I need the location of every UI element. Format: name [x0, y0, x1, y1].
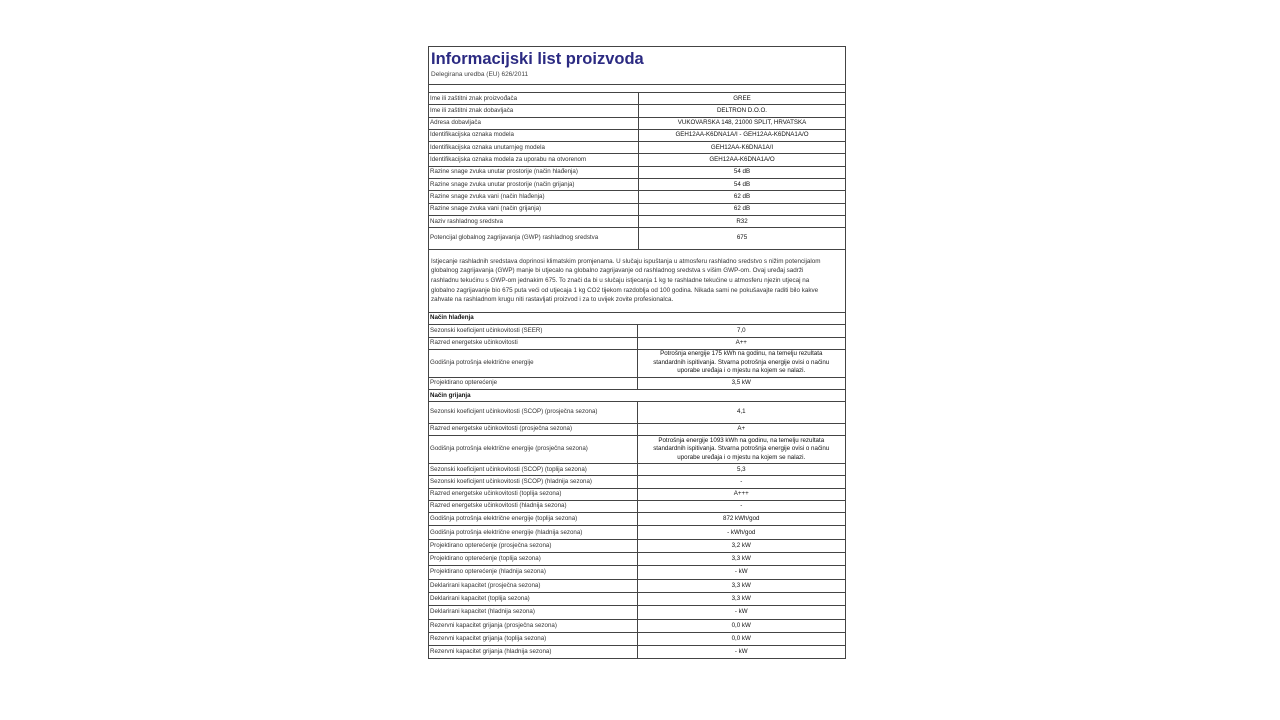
row-value: A+++	[637, 488, 845, 500]
table-row	[429, 646, 845, 659]
row-value: 872 kWh/god	[637, 513, 845, 526]
row-value: VUKOVARSKA 148, 21000 SPLIT, HRVATSKA	[639, 117, 846, 129]
row-value: 3,3 kW	[637, 592, 845, 605]
row-value: 62 dB	[639, 203, 846, 215]
row-value: - kW	[637, 606, 845, 619]
row-label: Godišnja potrošnja električne energije (prosječna sezona)	[429, 436, 637, 464]
regulation-reference: Delegirana uredba (EU) 626/2011	[431, 71, 529, 78]
row-value: - kW	[637, 566, 845, 579]
table-row	[429, 539, 845, 552]
row-label: Razred energetske učinkovitosti (hladnija sezona)	[429, 500, 637, 512]
table-row	[429, 463, 845, 475]
table-row	[429, 526, 845, 539]
row-label: Sezonski koeficijent učinkovitosti (SCOP) (hladnija sezona)	[429, 476, 637, 488]
row-label: Ime ili zaštitni znak proizvođača	[429, 93, 639, 105]
heating-table	[429, 390, 845, 659]
row-value: 4,1	[637, 402, 845, 424]
table-row	[429, 402, 845, 424]
row-label: Razred energetske učinkovitosti (prosječna sezona)	[429, 423, 637, 435]
row-value: 0,0 kW	[637, 619, 845, 632]
row-value: 54 dB	[639, 166, 846, 178]
row-label: Razred energetske učinkovitosti (toplija sezona)	[429, 488, 637, 500]
row-value: DELTRON D.O.O.	[639, 105, 846, 117]
row-label: Rezervni kapacitet grijanja (toplija sezona)	[429, 632, 637, 645]
row-label: Razine snage zvuka unutar prostorije (način hlađenja)	[429, 166, 639, 178]
table-row	[429, 436, 845, 464]
table-row	[429, 129, 845, 141]
table-row	[429, 215, 845, 227]
row-label: Identifikacijska oznaka unutarnjeg modela	[429, 142, 639, 154]
row-label: Deklarirani kapacitet (hladnija sezona)	[429, 606, 637, 619]
row-label: Adresa dobavljača	[429, 117, 639, 129]
table-row	[429, 191, 845, 203]
row-label: Projektirano opterećenje	[429, 377, 637, 389]
row-label: Projektirano opterećenje (prosječna sezona)	[429, 539, 637, 552]
row-value: - kW	[734, 648, 748, 656]
row-label: Rezervni kapacitet grijanja (hladnija sezona)	[429, 646, 637, 659]
row-value: 62 dB	[639, 191, 846, 203]
table-row	[429, 325, 845, 337]
section-heading-cooling	[429, 313, 845, 325]
row-value: 3,3 kW	[637, 553, 845, 566]
row-value: -	[637, 476, 845, 488]
row-label: Sezonski koeficijent učinkovitosti (SCOP) (prosječna sezona)	[429, 402, 637, 424]
row-value: 5,3	[637, 463, 845, 475]
table-row	[429, 592, 845, 605]
table-row	[429, 93, 845, 105]
table-row	[429, 632, 845, 645]
general-info-table	[429, 93, 845, 250]
table-row	[429, 154, 845, 166]
table-row	[429, 203, 845, 215]
notice-line: Istjecanje rashladnih sredstava doprinosi klimatskim promjenama. U slučaju ispuštanja u atmosferu rashladno sredstvo s nižim potencijalom	[431, 257, 821, 265]
row-label: Godišnja potrošnja električne energije	[429, 349, 637, 377]
row-value: GREE	[639, 93, 846, 105]
table-row	[429, 619, 845, 632]
row-value: 3,5 kW	[637, 377, 845, 389]
table-row	[429, 606, 845, 619]
row-label: Razred energetske učinkovitosti	[429, 337, 637, 349]
row-value: 3,3 kW	[637, 579, 845, 592]
row-value: A+	[637, 423, 845, 435]
table-row	[429, 228, 845, 250]
row-value: GEH12AA-K6DNA1A/I	[639, 142, 846, 154]
table-row	[429, 488, 845, 500]
table-row	[429, 476, 845, 488]
row-label: Razine snage zvuka vani (način grijanja)	[429, 203, 639, 215]
table-row	[429, 349, 845, 377]
row-label: Identifikacijska oznaka modela za uporabu na otvorenom	[429, 154, 639, 166]
notice-line: globalnog zagrijavanja (GWP) manje bi utjecalo na globalno zagrijavanje od rashladnog sredstva s višim GWP-om. Ovaj uređaj sadrži	[431, 267, 804, 275]
table-row	[429, 166, 845, 178]
product-information-sheet	[428, 46, 846, 659]
row-label: Rezervni kapacitet grijanja (prosječna sezona)	[429, 619, 637, 632]
table-row	[429, 179, 845, 191]
table-row	[429, 117, 845, 129]
row-label: Projektirano opterećenje (toplija sezona)	[429, 553, 637, 566]
row-label: Deklarirani kapacitet (toplija sezona)	[429, 592, 637, 605]
section-title: Način hlađenja	[429, 313, 845, 325]
table-row	[429, 142, 845, 154]
row-label: Projektirano opterećenje (hladnija sezona)	[429, 566, 637, 579]
row-value: A++	[637, 337, 845, 349]
header-spacer	[429, 85, 845, 93]
section-title: Način grijanja	[429, 390, 845, 402]
row-value: GEH12AA-K6DNA1A/I - GEH12AA-K6DNA1A/O	[639, 129, 846, 141]
cooling-table	[429, 313, 845, 390]
row-label: Identifikacijska oznaka modela	[429, 129, 639, 141]
row-value: - kWh/god	[637, 526, 845, 539]
sheet-header	[429, 47, 845, 85]
row-value: GEH12AA-K6DNA1A/O	[639, 154, 846, 166]
page-title: Informacijski list proizvoda	[431, 50, 644, 68]
row-label: Godišnja potrošnja električne energije (toplija sezona)	[429, 513, 637, 526]
row-label: Potencijal globalnog zagrijavanja (GWP) rashladnog sredstva	[429, 228, 639, 250]
row-value: -	[637, 500, 845, 512]
table-row	[429, 500, 845, 512]
row-value: 0,0 kW	[637, 632, 845, 645]
table-row	[429, 377, 845, 389]
table-row	[429, 566, 845, 579]
section-heading-heating	[429, 390, 845, 402]
row-value: 675	[639, 228, 846, 250]
row-label: Razine snage zvuka vani (način hlađenja)	[429, 191, 639, 203]
refrigerant-notice	[429, 250, 845, 313]
table-row	[429, 553, 845, 566]
notice-line: zahvate na rashladnom krugu niti rastavljati proizvod i za to uvijek zovite profesionalca.	[431, 296, 674, 304]
row-label: Ime ili zaštitni znak dobavljača	[429, 105, 639, 117]
table-row	[429, 105, 845, 117]
notice-line: rashladnu tekućinu s GWP-om jednakim 675. To znači da bi u slučaju istjecanja 1 kg te rashladne tekućine u atmosferu njezin utjecaj na	[431, 277, 810, 285]
notice-line: globalno zagrijavanje bio 675 puta veći od utjecaja 1 kg CO2 tijekom razdoblja od 100 godina. Nikada sami ne pokušavajte raditi bilo kakve	[431, 286, 819, 294]
row-value: R32	[639, 215, 846, 227]
row-value: 3,2 kW	[637, 539, 845, 552]
table-row	[429, 423, 845, 435]
row-label: Godišnja potrošnja električne energije (hladnija sezona)	[429, 526, 637, 539]
row-label: Sezonski koeficijent učinkovitosti (SEER)	[429, 325, 637, 337]
row-value: 7,0	[637, 325, 845, 337]
row-value: Potrošnja energije 1093 kWh na godinu, na temelju rezultata standardnih ispitivanja. Stvarna potrošnja energije ovisi o načinu uporabe uređaja i o mjestu na kojem se nalazi.	[637, 436, 845, 464]
table-row	[429, 513, 845, 526]
row-value: Potrošnja energije 175 kWh na godinu, na temelju rezultata standardnih ispitivanja. Stvarna potrošnja energije ovisi o načinu uporabe uređaja i o mjestu na kojem se nalazi.	[637, 349, 845, 377]
row-label: Razine snage zvuka unutar prostorije (način grijanja)	[429, 179, 639, 191]
row-label: Deklarirani kapacitet (prosječna sezona)	[429, 579, 637, 592]
table-row	[429, 579, 845, 592]
table-row	[429, 337, 845, 349]
row-label: Sezonski koeficijent učinkovitosti (SCOP) (toplija sezona)	[429, 463, 637, 475]
row-value: 54 dB	[639, 179, 846, 191]
row-label: Naziv rashladnog sredstva	[429, 215, 639, 227]
